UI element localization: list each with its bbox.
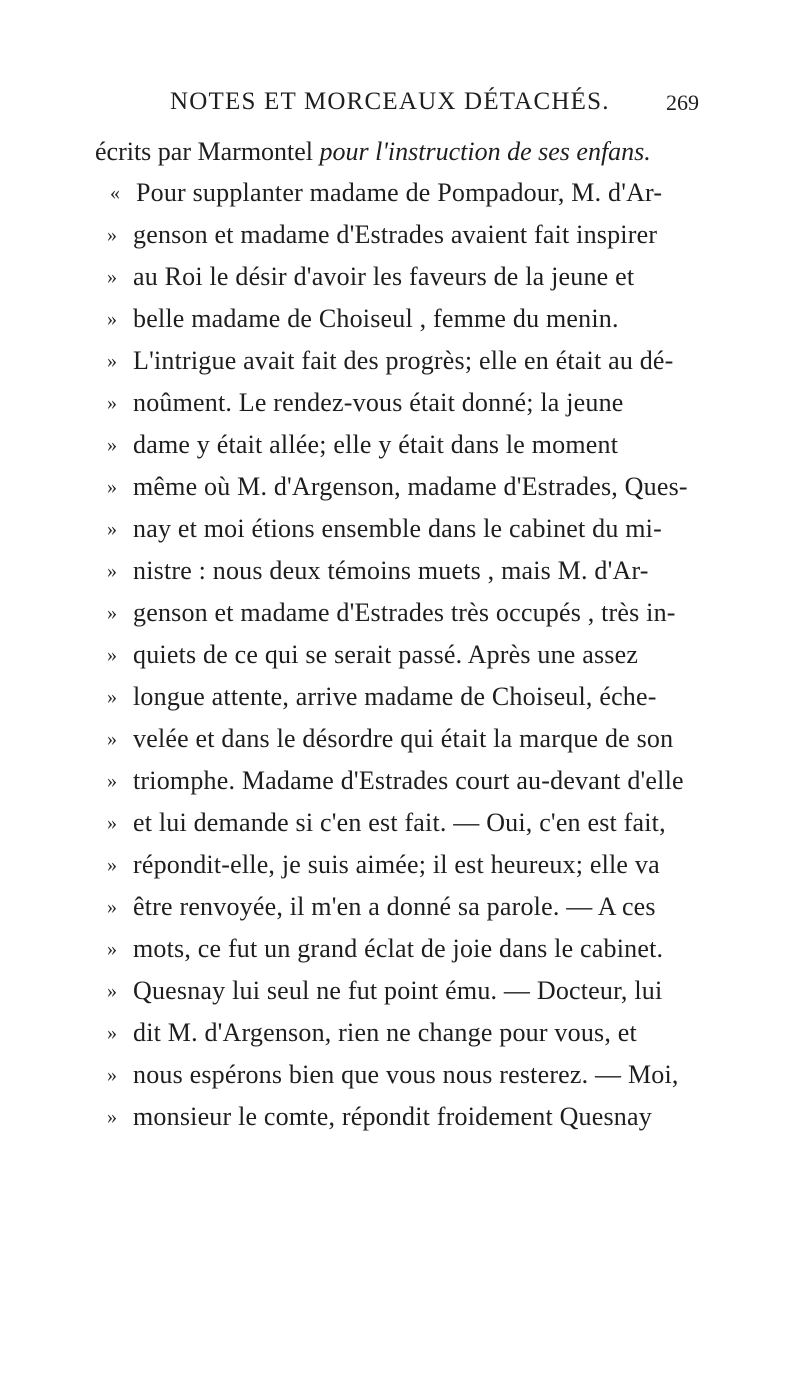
line-text: même où M. d'Argenson, madame d'Estrades, Ques- — [133, 472, 688, 501]
line-text: nay et moi étions ensemble dans le cabinet du mi- — [133, 514, 662, 543]
quote-mark: » — [107, 350, 117, 372]
text-line — [0, 1102, 800, 1134]
text-line — [0, 472, 800, 504]
quote-mark: » — [107, 728, 117, 750]
text-line — [0, 388, 800, 420]
line-text: longue attente, arrive madame de Choiseul, éche- — [133, 682, 657, 711]
text-line — [0, 934, 800, 966]
line-text: et lui demande si c'en est fait. — Oui, c'en est fait, — [133, 808, 666, 837]
quote-mark: » — [107, 896, 117, 918]
quote-mark: » — [107, 518, 117, 540]
running-title: NOTES ET MORCEAUX DÉTACHÉS. — [170, 88, 610, 115]
quote-mark: » — [107, 770, 117, 792]
text-line — [0, 724, 800, 756]
text-line — [0, 178, 800, 210]
line-text: quiets de ce qui se serait passé. Après une assez — [133, 640, 639, 669]
quote-mark: » — [107, 308, 117, 330]
line-text: Quesnay lui seul ne fut point ému. — Docteur, lui — [133, 976, 663, 1005]
quote-mark: « — [110, 182, 120, 204]
text-line — [0, 346, 800, 378]
text-line — [0, 556, 800, 588]
quote-mark: » — [107, 812, 117, 834]
first-line-lead: écrits par Marmontel — [95, 137, 320, 166]
quote-mark: » — [107, 602, 117, 624]
text-line — [0, 892, 800, 924]
quote-mark: » — [107, 1064, 117, 1086]
quote-mark: » — [107, 980, 117, 1002]
quote-mark: » — [107, 434, 117, 456]
text-line — [0, 430, 800, 462]
quote-mark: » — [107, 560, 117, 582]
first-line-italic: pour l'instruction de ses enfans. — [319, 137, 651, 166]
line-text: dame y était allée; elle y était dans le moment — [133, 430, 619, 459]
line-text: nous espérons bien que vous nous resterez. — Moi, — [133, 1060, 679, 1089]
line-text: dit M. d'Argenson, rien ne change pour vous, et — [133, 1018, 637, 1047]
line-text: monsieur le comte, répondit froidement Quesnay — [133, 1102, 652, 1131]
line-text: genson et madame d'Estrades très occupés , très in- — [133, 598, 676, 627]
text-line — [0, 262, 800, 294]
line-text: L'intrigue avait fait des progrès; elle en était au dé- — [133, 346, 674, 375]
text-line — [0, 220, 800, 252]
text-line — [0, 598, 800, 630]
text-line — [0, 766, 800, 798]
line-text: mots, ce fut un grand éclat de joie dans le cabinet. — [133, 934, 664, 963]
line-text: nistre : nous deux témoins muets , mais M. d'Ar- — [133, 556, 649, 585]
text-line — [0, 1060, 800, 1092]
text-line — [0, 304, 800, 336]
line-text: Pour supplanter madame de Pompadour, M. d'Ar- — [136, 178, 663, 207]
text-line — [0, 640, 800, 672]
quote-mark: » — [107, 266, 117, 288]
page-number: 269 — [666, 90, 699, 115]
quote-mark: » — [107, 392, 117, 414]
line-text: triomphe. Madame d'Estrades court au-devant d'elle — [133, 766, 684, 795]
first-line — [95, 136, 651, 168]
quote-mark: » — [107, 476, 117, 498]
text-line — [0, 514, 800, 546]
text-line — [0, 850, 800, 882]
text-line — [0, 682, 800, 714]
line-text: belle madame de Choiseul , femme du menin. — [133, 304, 619, 333]
text-line — [0, 808, 800, 840]
quote-mark: » — [107, 1106, 117, 1128]
quote-mark: » — [107, 686, 117, 708]
quote-mark: » — [107, 644, 117, 666]
line-text: genson et madame d'Estrades avaient fait inspirer — [133, 220, 658, 249]
text-line — [0, 976, 800, 1008]
running-head — [0, 88, 800, 118]
quote-mark: » — [107, 224, 117, 246]
text-line — [0, 1018, 800, 1050]
line-text: répondit-elle, je suis aimée; il est heureux; elle va — [133, 850, 660, 879]
line-text: noûment. Le rendez-vous était donné; la jeune — [133, 388, 624, 417]
line-text: velée et dans le désordre qui était la marque de son — [133, 724, 674, 753]
quote-mark: » — [107, 1022, 117, 1044]
quote-mark: » — [107, 938, 117, 960]
line-text: être renvoyée, il m'en a donné sa parole. — A ces — [133, 892, 656, 921]
quote-mark: » — [107, 854, 117, 876]
line-text: au Roi le désir d'avoir les faveurs de la jeune et — [133, 262, 635, 291]
